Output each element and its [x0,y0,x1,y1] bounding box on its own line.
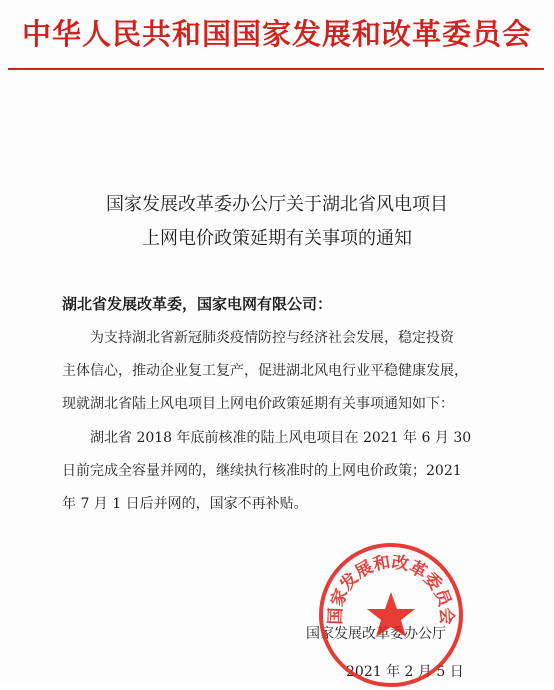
official-seal [316,540,466,690]
seal-text: 国家发展和改革委员会 [325,552,457,625]
paragraph-1-line-3: 现就湖北省陆上风电项目上网电价政策延期有关事项通知如下： [62,396,454,412]
signature-date: 2021 年 2 月 5 日 [346,664,464,680]
document-title-line-2: 上网电价政策延期有关事项的通知 [142,228,412,249]
seal-star-icon [367,592,415,637]
paragraph-2-line-1: 湖北省 2018 年底前核准的陆上风电项目在 2021 年 6 月 30 [90,430,472,446]
document-title-line-1: 国家发展改革委办公厅关于湖北省风电项目 [106,194,448,215]
salutation: 湖北省发展改革委，国家电网有限公司： [62,295,333,313]
letterhead-rule [8,68,544,70]
paragraph-1-line-2: 主体信心，推动企业复工复产，促进湖北风电行业平稳健康发展， [62,363,468,379]
paragraph-1-line-1: 为支持湖北省新冠肺炎疫情防控与经济社会发展，稳定投资 [90,330,454,346]
paragraph-2-line-3: 年 7 月 1 日后并网的，国家不再补贴。 [62,496,308,512]
paragraph-2-line-2: 日前完成全容量并网的，继续执行核准时的上网电价政策；2021 [62,463,462,479]
signer-name: 国家发展改革委办公厅 [306,626,446,642]
letterhead-agency-name: 中华人民共和国国家发展和改革委员会 [21,17,532,51]
